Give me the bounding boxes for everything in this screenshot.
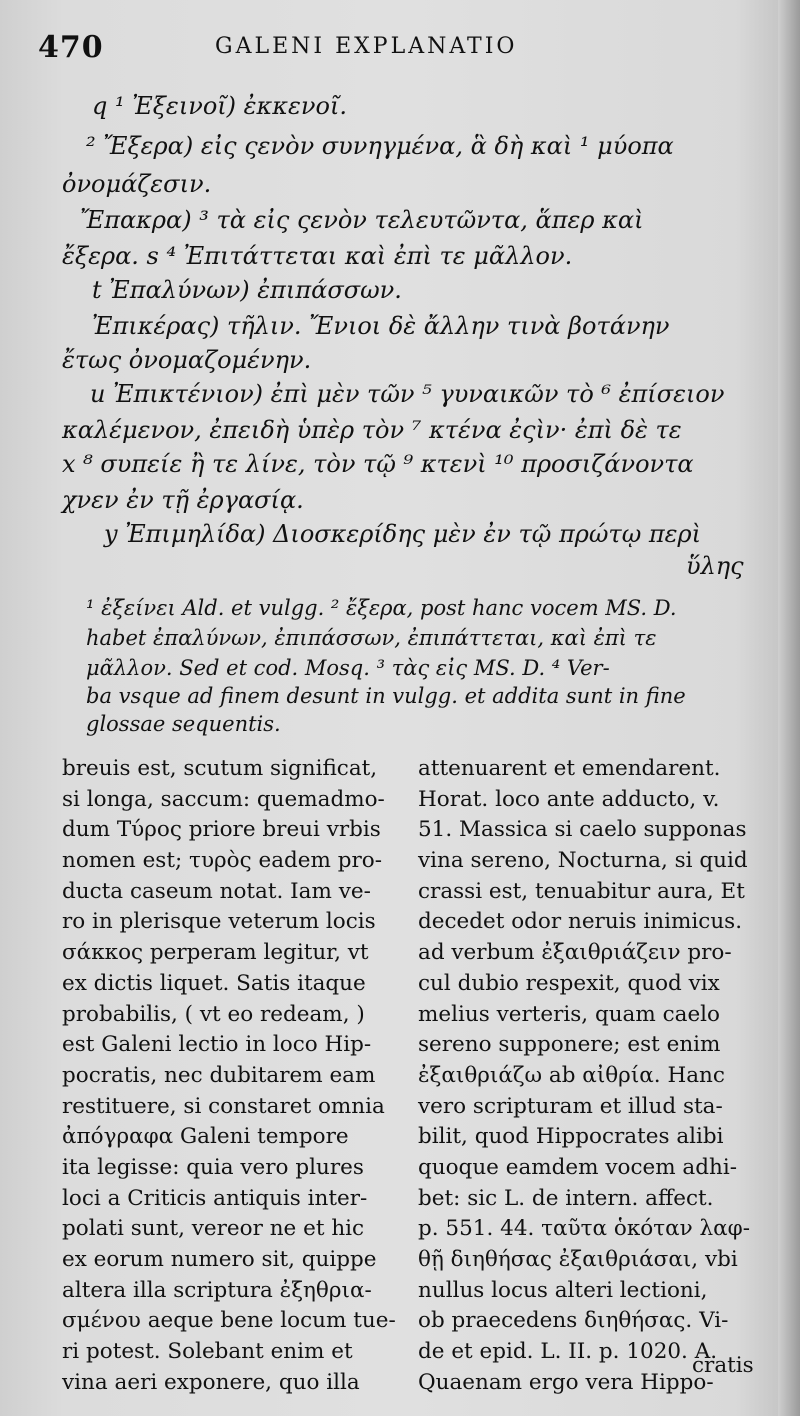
page-number: 470 [38,30,104,65]
text-line: vina aeri exponere, quo illa [62,1369,360,1395]
text-line: cul dubio respexit, quod vix [418,970,720,996]
text-line: est Galeni lectio in loco Hip- [62,1032,372,1058]
footnote-line: ba vsque ad finem desunt in vulgg. et addita sunt in fine [86,684,686,708]
greek-line: x ⁸ συπείε ἢ τε λίνε, τὸν τῷ ⁹ κτενὶ ¹⁰ προσιζάνοντα [62,450,694,478]
greek-line: t Ἐπαλύνων) ἐπιπάσσων. [92,276,402,304]
text-line: p. 551. 44. ταῦτα ὁκόταν λαφ- [418,1216,751,1242]
footnote-line: ¹ ἐξείνει Ald. et vulgg. ² ἔξερα, post hanc vocem MS. D. [86,596,677,620]
text-line: ducta caseum notat. Iam ve- [62,878,371,904]
right-column [418,754,750,1398]
text-line: si longa, saccum: quemadmo- [62,786,385,812]
text-line: dum Τύρος priore breui vrbis [62,817,381,843]
text-line: breuis est, scutum significat, [62,756,378,781]
text-line: de et epid. L. II. p. 1020. A. [418,1339,718,1365]
running-title: GALENI EXPLANATIO [215,34,518,59]
text-line: ob praecedens διηθήσας. Vi- [418,1308,729,1334]
page-edge-shadow [778,0,800,1416]
greek-line: χνεν ἐν τῇ ἐργασίᾳ. [62,486,304,514]
greek-line: y Ἐπιμηλίδα) Διοσκερίδης μὲν ἐν τῷ πρώτῳ περὶ [104,520,702,548]
greek-line: Ἔπακρα) ³ τὰ εἰς ςενὸν τελευτῶντα, ἅπερ καὶ [80,206,644,234]
footnote-line: habet ἐπαλύνων, ἐπιπάσσων, ἐπιπάττεται, καὶ ἐπὶ τε [86,626,657,650]
text-line: ex dictis liquet. Satis itaque [62,970,366,996]
footnote-line: glossae sequentis. [86,712,281,736]
text-line: nullus locus alteri lectioni, [418,1277,708,1303]
greek-line: ² Ἔξερα) εἰς ςενὸν συνηγμένα, ἃ δὴ καὶ ¹ μύοπα [86,132,674,160]
text-line: loci a Criticis antiquis inter- [62,1185,368,1211]
greek-line: καλέμενον, ἐπειδὴ ὑπὲρ τὸν ⁷ κτένα ἐςὶν· ἐπὶ δὲ τε [62,416,682,444]
greek-line: ἔτως ὀνομαζομένην. [62,346,312,374]
text-line: bet: sic L. de intern. affect. [418,1185,714,1211]
text-line: crassi est, tenuabitur aura, Et [418,878,745,904]
left-column [62,754,396,1398]
text-line: restituere, si constaret omnia [62,1093,385,1119]
text-line: vero scripturam et illud sta- [418,1093,723,1119]
text-line: σμένου aeque bene locum tue- [62,1308,396,1334]
text-line: ita legisse: quia vero plures [62,1154,364,1180]
text-line: bilit, quod Hippocrates alibi [418,1124,724,1150]
greek-line: q ¹ Ἐξεινοῖ) ἐκκενοῖ. [92,92,347,120]
greek-line: ὀνομάζεσιν. [62,170,212,198]
greek-line: ἔξερα. s ⁴ Ἐπιτάττεται καὶ ἐπὶ τε μᾶλλον. [62,242,573,270]
text-line: θῇ διηθήσας ἐξαιθριάσαι, vbi [418,1247,738,1272]
text-line: quoque eamdem vocem adhi- [418,1154,738,1180]
text-line: ri potest. Solebant enim et [62,1339,353,1365]
text-line: sereno supponere; est enim [418,1032,721,1058]
greek-line: ὕλης [686,552,744,580]
text-line: pocratis, nec dubitarem eam [62,1062,376,1088]
text-line: ἐξαιθριάζω ab αἰθρία. Hanc [418,1062,725,1088]
text-line: melius verteris, quam caelo [418,1001,720,1027]
text-line: ro in plerisque veterum locis [62,909,376,935]
text-line: ex eorum numero sit, quippe [62,1247,377,1272]
text-line: 51. Massica si caelo supponas [418,817,747,843]
text-line: polati sunt, vereor ne et hic [62,1216,365,1242]
catchword: cratis [692,1353,754,1378]
text-line: attenuarent et emendarent. [418,756,721,781]
text-line: ἀπόγραφα Galeni tempore [62,1124,349,1150]
text-line: σάκκος perperam legitur, vt [62,940,369,966]
text-line: Quaenam ergo vera Hippo- [418,1369,714,1395]
greek-line: Ἐπικέρας) τῆλιν. Ἔνιοι δὲ ἄλλην τινὰ βοτάνην [92,312,670,340]
text-line: nomen est; τυρὸς eadem pro- [62,848,382,874]
text-line: altera illa scriptura ἐξηθρια- [62,1277,372,1303]
text-line: decedet odor neruis inimicus. [418,909,743,935]
footnote-line: μᾶλλον. Sed et cod. Mosq. ³ τὰς εἰς MS. D. ⁴ Ver- [86,656,610,680]
text-line: probabilis, ( vt eo redeam, ) [62,1001,365,1027]
text-line: vina sereno, Nocturna, si quid [418,848,748,874]
greek-line: u Ἐπικτένιον) ἐπὶ μὲν τῶν ⁵ γυναικῶν τὸ ⁶ ἐπίσειον [90,380,725,408]
text-line: Horat. loco ante adducto, v. [418,786,720,812]
text-line: ad verbum ἐξαιθριάζειν pro- [418,940,732,966]
